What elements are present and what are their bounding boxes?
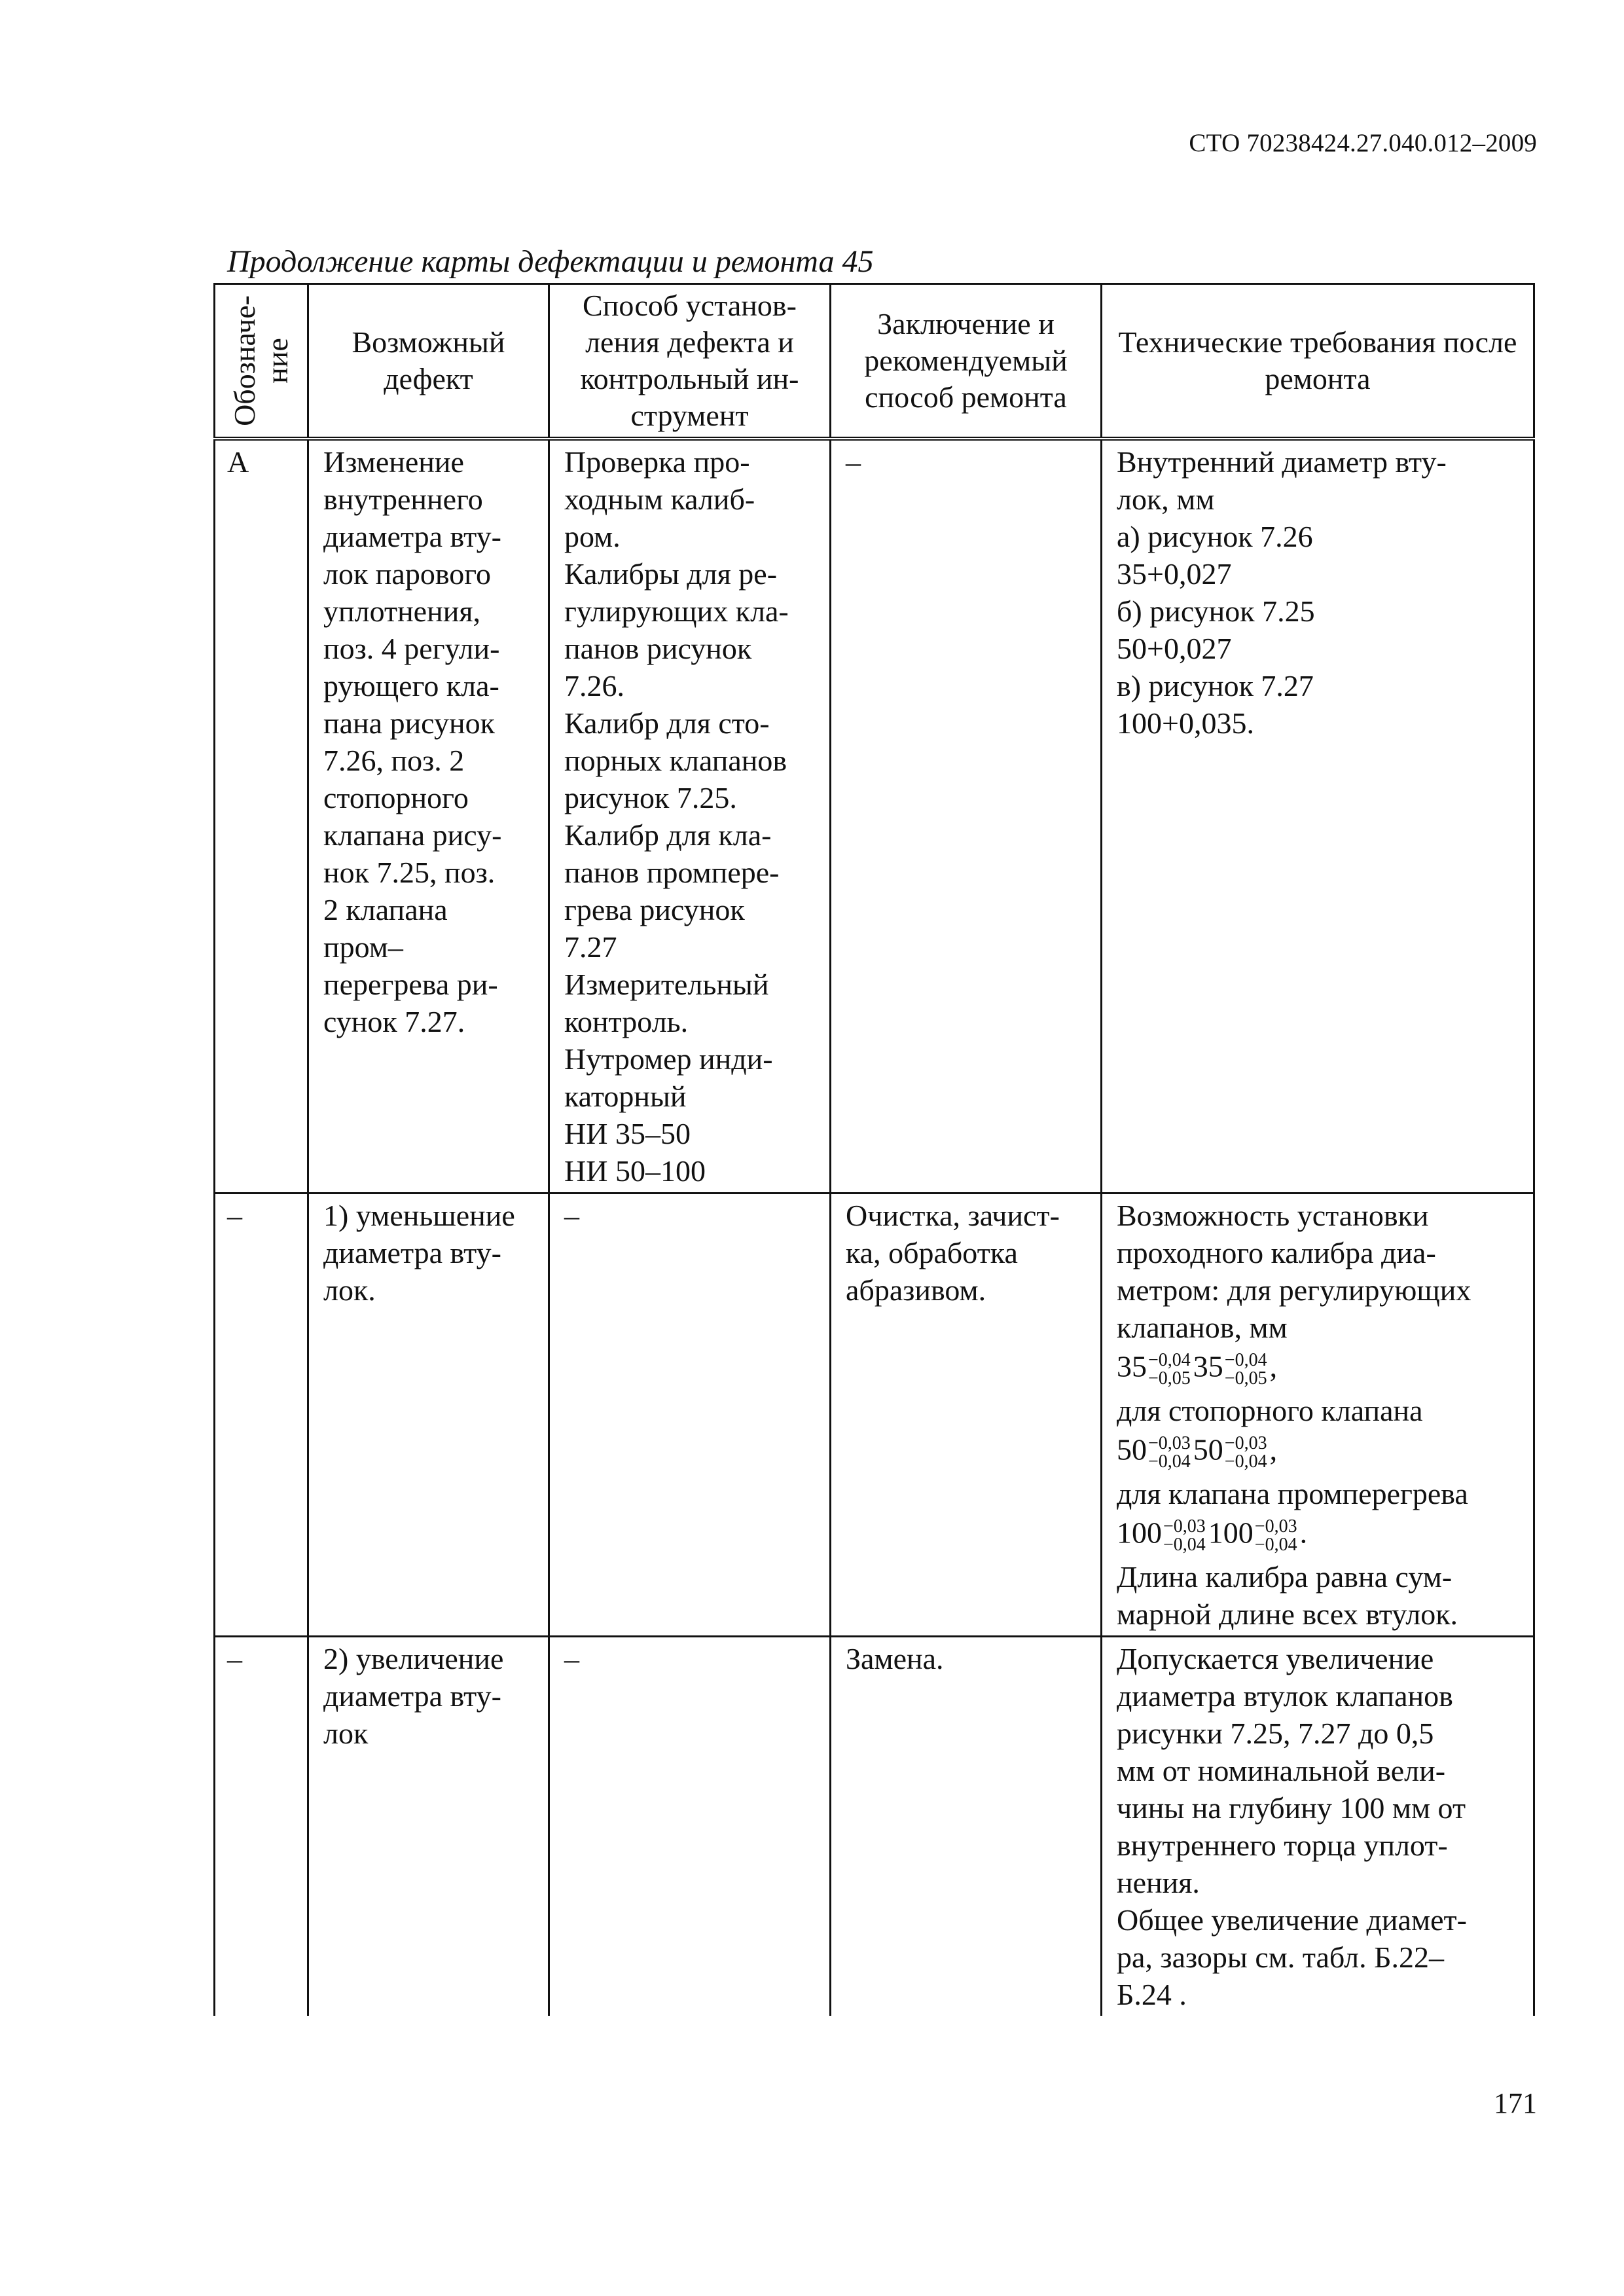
tolerance-upper: −0,03 [1254, 1516, 1297, 1537]
tolerance-35-second [1193, 1351, 1277, 1388]
tolerance-50-first [1117, 1434, 1193, 1471]
table-row [215, 439, 1534, 1194]
tolerance-base: 100 [1208, 1516, 1254, 1550]
header-mark [215, 284, 308, 439]
tolerance-lower: −0,04 [1163, 1535, 1206, 1555]
tolerance-base: 100 [1117, 1516, 1162, 1550]
tolerance-base: 50 [1193, 1432, 1223, 1467]
tolerance-35-first [1117, 1351, 1193, 1388]
table-header-row [215, 284, 1534, 439]
tolerance-lower: −0,04 [1224, 1451, 1267, 1472]
cell-conclusion: Замена. [831, 1637, 1102, 2016]
tolerance-lower: −0,04 [1254, 1535, 1297, 1555]
cell-conclusion: Очистка, зачист- ка, обработка абразивом. [831, 1194, 1102, 1637]
cell-mark: – [215, 1637, 308, 2016]
cell-requirements: Допускается увеличение диаметра втулок клапанов рисунки 7.25, 7.27 до 0,5 мм от номинальной вели- чины на глубину 100 мм от внутреннего торца уплот- нения. Общее увеличение диамет- ра, зазоры см. табл. Б.22– Б.24 . [1102, 1637, 1534, 2016]
header-method: Способ установ-ления дефекта и контрольный ин-струмент [549, 284, 831, 439]
tolerance-upper: −0,03 [1224, 1433, 1267, 1453]
requirements-stop-label: для стопорного клапана [1117, 1394, 1423, 1427]
tolerance-base: 35 [1117, 1349, 1147, 1383]
tolerance-upper: −0,03 [1163, 1516, 1206, 1537]
cell-defect: Изменение внутреннего диаметра вту- лок парового уплотнения, поз. 4 регули- рующего кла- пана рисунок 7.26, поз. 2 стопорного клапана рису- нок 7.25, поз. 2 клапана пром– перегрева ри- сунок 7.27. [308, 439, 549, 1194]
header-requirements: Технические требования после ремонта [1102, 284, 1534, 439]
cell-defect: 1) уменьшение диаметра вту- лок. [308, 1194, 549, 1637]
header-mark-label: Обозначе- ние [228, 295, 294, 426]
requirements-promp-label: для клапана промперегрева [1117, 1477, 1468, 1510]
tolerance-base: 50 [1117, 1432, 1147, 1467]
tolerance-end: , [1269, 1432, 1278, 1467]
table-caption: Продолжение карты дефектации и ремонта 45 [227, 244, 874, 279]
cell-requirements [1102, 1194, 1534, 1637]
tolerance-lower: −0,05 [1224, 1368, 1267, 1389]
requirements-intro: Возможность установки проходного калибра диа- метром: для регулирующих клапанов, мм [1117, 1199, 1471, 1344]
table-row [215, 1637, 1534, 2016]
requirements-outro: Длина калибра равна сум- марной длине всех втулок. [1117, 1560, 1458, 1631]
tolerance-base: 35 [1193, 1349, 1223, 1383]
defect-repair-table [213, 283, 1535, 2016]
table-row [215, 1194, 1534, 1637]
cell-defect: 2) увеличение диаметра вту- лок [308, 1637, 549, 2016]
cell-method: – [549, 1637, 831, 2016]
tolerance-50-second [1193, 1434, 1277, 1471]
tolerance-lower: −0,05 [1148, 1368, 1191, 1389]
header-conclusion: Заключение и рекомендуемый способ ремонта [831, 284, 1102, 439]
cell-requirements: Внутренний диаметр вту- лок, мм а) рисунок 7.26 35+0,027 б) рисунок 7.25 50+0,027 в) рисунок 7.27 100+0,035. [1102, 439, 1534, 1194]
cell-mark: А [215, 439, 308, 1194]
tolerance-end: . [1299, 1516, 1308, 1550]
tolerance-upper: −0,03 [1148, 1433, 1191, 1453]
tolerance-upper: −0,04 [1148, 1350, 1191, 1370]
tolerance-upper: −0,04 [1224, 1350, 1267, 1370]
cell-mark: – [215, 1194, 308, 1637]
tolerance-lower: −0,04 [1148, 1451, 1191, 1472]
tolerance-50 [1117, 1434, 1277, 1471]
tolerance-100 [1117, 1518, 1307, 1554]
header-defect: Возможный дефект [308, 284, 549, 439]
tolerance-100-first [1117, 1518, 1208, 1554]
tolerance-100-second [1208, 1518, 1307, 1554]
tolerance-end: , [1269, 1349, 1278, 1383]
cell-method: – [549, 1194, 831, 1637]
cell-method: Проверка про- ходным калиб- ром. Калибры для ре- гулирующих кла- панов рисунок 7.26. Калибр для сто- порных клапанов рисунок 7.25. Калибр для кла- панов промпере- грева рисунок 7.27 Измерительный контроль. Нутромер инди- каторный НИ 35–50 НИ 50–100 [549, 439, 831, 1194]
tolerance-35 [1117, 1351, 1277, 1388]
document-code: СТО 70238424.27.040.012–2009 [1189, 129, 1537, 157]
page-number: 171 [1494, 2087, 1537, 2119]
cell-conclusion: – [831, 439, 1102, 1194]
